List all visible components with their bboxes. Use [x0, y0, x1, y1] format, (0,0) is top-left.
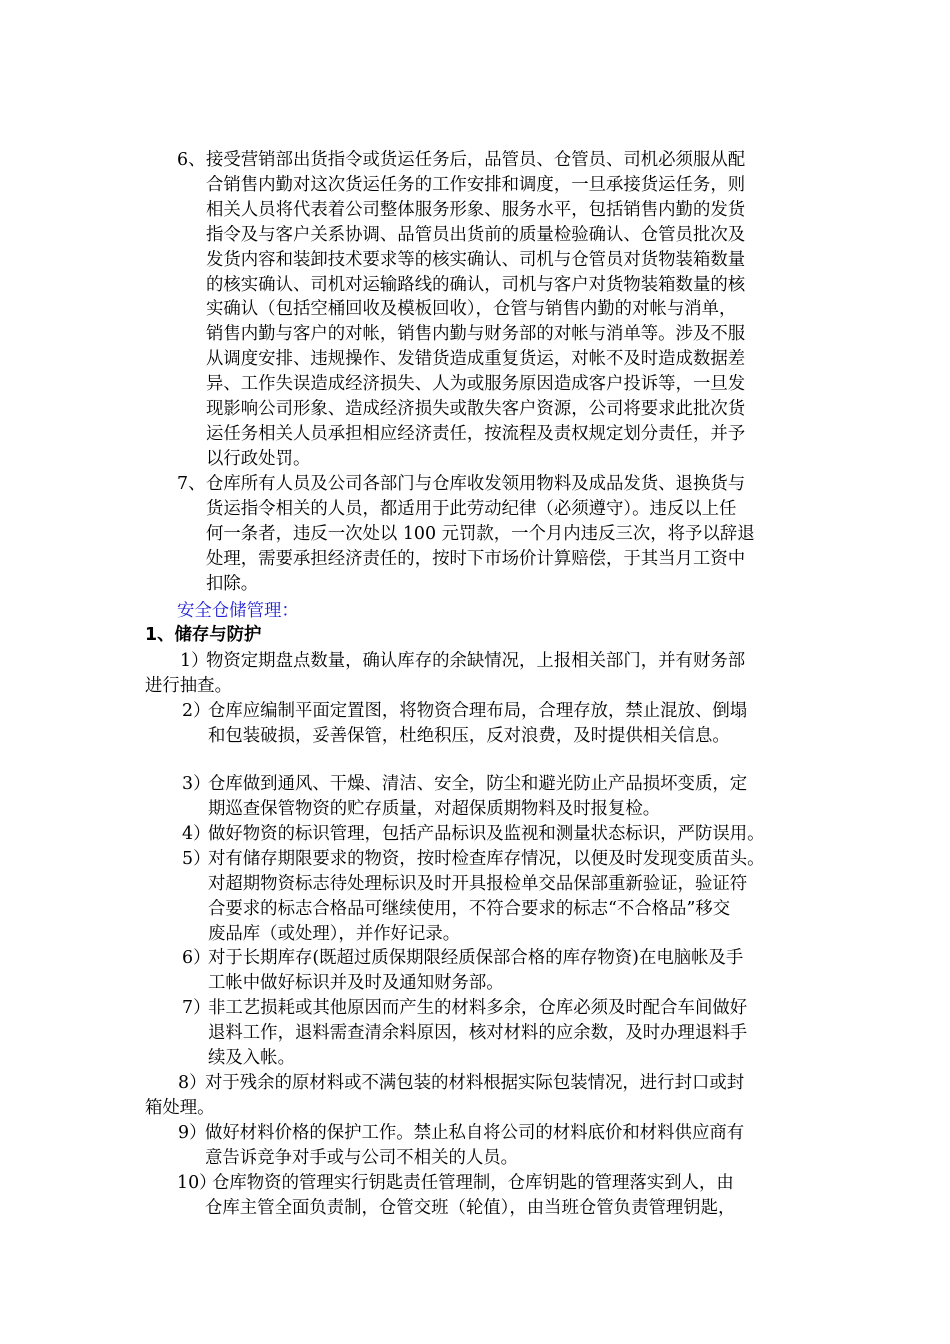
text-line: 合销售内勤对这次货运任务的工作安排和调度，一旦承接货运任务，则	[206, 175, 746, 195]
item-number: 6、	[177, 150, 206, 170]
entry-8-continuation	[145, 1096, 215, 1121]
text-line: 退料工作，退料需查清余料原因，核对材料的应余数，及时办理退料手	[208, 1023, 748, 1043]
text-line: 扣除。	[206, 573, 259, 594]
text-line: 异、工作失误造成经济损失、人为或服务原因造成客户投诉等，一旦发	[206, 374, 746, 395]
item-number: 7、	[177, 474, 206, 494]
text-line: 仓库做到通风、干燥、清洁、安全，防尘和避光防止产品损坏变质，定	[208, 774, 748, 794]
entry-number: 9）	[178, 1123, 207, 1143]
entry-number: 2）	[182, 701, 211, 721]
text-line: 非工艺损耗或其他原因而产生的材料多余，仓库必须及时配合车间做好	[208, 998, 748, 1018]
entry-7	[182, 996, 747, 1021]
text-line: 现影响公司形象、造成经济损失或散失客户资源，公司将要求此批次货	[206, 399, 746, 420]
text-line: 对于残余的原材料或不满包装的材料根据实际包装情况，进行封口或封	[205, 1073, 745, 1093]
rule-item-6-continuation	[206, 173, 745, 472]
text-line: 做好物资的标识管理，包括产品标识及监视和测量状态标识，严防误用。	[208, 824, 765, 844]
text-line: 货运指令相关的人员，都适用于此劳动纪律（必须遵守）。违反以上任	[206, 499, 737, 519]
rule-item-6	[177, 148, 745, 173]
text-line: 相关人员将代表着公司整体服务形象、服务水平，包括销售内勤的发货	[206, 199, 746, 220]
text-line: 仓库所有人员及公司各部门与仓库收发领用物料及成品发货、退换货与	[206, 474, 746, 494]
rule-item-7	[177, 472, 745, 497]
entry-number: 3）	[182, 774, 211, 794]
entry-9-continuation	[205, 1146, 518, 1171]
text-line: 合要求的标志合格品可继续使用，不符合要求的标志“不合格品”移交	[208, 898, 731, 919]
text-line: 销售内勤与客户的对帐，销售内勤与财务部的对帐与消单等。涉及不服	[206, 324, 746, 345]
entry-7-continuation	[208, 1021, 747, 1071]
entry-number: 7）	[182, 998, 211, 1018]
text-line: 箱处理。	[145, 1098, 215, 1118]
text-line: 处理，需要承担经济责任的，按时下市场价计算赔偿，于其当月工资中	[206, 548, 746, 569]
entry-number: 5）	[182, 849, 211, 869]
entry-number: 10）	[177, 1173, 217, 1193]
entry-10	[177, 1171, 734, 1196]
entry-2	[182, 699, 747, 724]
text-line: 从调度安排、违规操作、发错货造成重复货运，对帐不及时造成数据差	[206, 349, 746, 370]
text-line: 实确认（包括空桶回收及模板回收），仓管与销售内勤的对帐与消单，	[206, 299, 737, 320]
text-line: 意告诉竞争对手或与公司不相关的人员。	[205, 1148, 519, 1168]
entry-2-continuation	[208, 724, 730, 749]
text-line: 物资定期盘点数量，确认库存的余缺情况，上报相关部门，并有财务部	[206, 651, 746, 671]
text-line: 对有储存期限要求的物资，按时检查库存情况，以便及时发现变质苗头。	[208, 849, 765, 869]
text-line: 期巡查保管物资的贮存质量，对超保质期物料及时报复检。	[208, 799, 661, 819]
entry-number: 1）	[180, 651, 209, 671]
text-line: 工帐中做好标识并及时及通知财务部。	[208, 973, 504, 993]
text-line: 对于长期库存(既超过质保期限经质保部合格的库存物资)在电脑帐及手	[208, 948, 744, 968]
text-line: 做好材料价格的保护工作。禁止私自将公司的材料底价和材料供应商有	[205, 1123, 745, 1143]
entry-number: 4）	[182, 824, 211, 844]
text-line: 对超期物资标志待处理标识及时开具报检单交品保部重新验证，验证符	[208, 874, 748, 894]
section-title: 安全仓储管理：	[177, 601, 299, 621]
text-line: 发货内容和装卸技术要求等的核实确认、司机与仓管员对货物装箱数量	[206, 249, 746, 270]
text-line: 指令及与客户关系协调、品管员出货前的质量检验确认、仓管员批次及	[206, 224, 746, 245]
entry-1	[180, 649, 745, 674]
text-line: 和包装破损，妥善保管，杜绝积压，反对浪费，及时提供相关信息。	[208, 726, 730, 746]
entry-3	[182, 772, 747, 797]
text-line: 运任务相关人员承担相应经济责任，按流程及责权规定划分责任，并予	[206, 423, 746, 444]
entry-10-continuation	[205, 1196, 735, 1221]
entry-3-continuation	[208, 797, 660, 822]
text-line: 接受营销部出货指令或货运任务后，品管员、仓管员、司机必须服从配	[206, 150, 746, 170]
entry-number: 8）	[178, 1073, 207, 1093]
text-line: 的核实确认、司机对运输路线的确认，司机与客户对货物装箱数量的核	[206, 274, 746, 295]
text-line: 进行抽查。	[145, 676, 232, 696]
entry-1-continuation	[145, 674, 232, 699]
text-line: 废品库（或处理），并作好记录。	[208, 923, 461, 944]
text-line: 续及入帐。	[208, 1047, 295, 1068]
subsection-title: 1、储存与防护	[145, 625, 262, 645]
entry-6-continuation	[208, 971, 504, 996]
rule-item-7-continuation	[206, 497, 755, 597]
entry-number: 6）	[182, 948, 211, 968]
entry-4	[182, 822, 765, 847]
text-line: 何一条者，违反一次处以 100 元罚款，一个月内违反三次，将予以辞退	[206, 523, 755, 544]
entry-5-continuation	[208, 872, 747, 947]
text-line: 仓库主管全面负责制，仓管交班（轮值），由当班仓管负责管理钥匙，	[205, 1198, 736, 1218]
text-line: 仓库应编制平面定置图，将物资合理布局，合理存放，禁止混放、倒塌	[208, 701, 748, 721]
entry-6	[182, 946, 743, 971]
entry-9	[178, 1121, 744, 1146]
entry-8	[178, 1071, 744, 1096]
text-line: 仓库物资的管理实行钥匙责任管理制，仓库钥匙的管理落实到人，由	[212, 1173, 734, 1193]
text-line: 以行政处罚。	[206, 448, 311, 469]
entry-5	[182, 847, 765, 872]
